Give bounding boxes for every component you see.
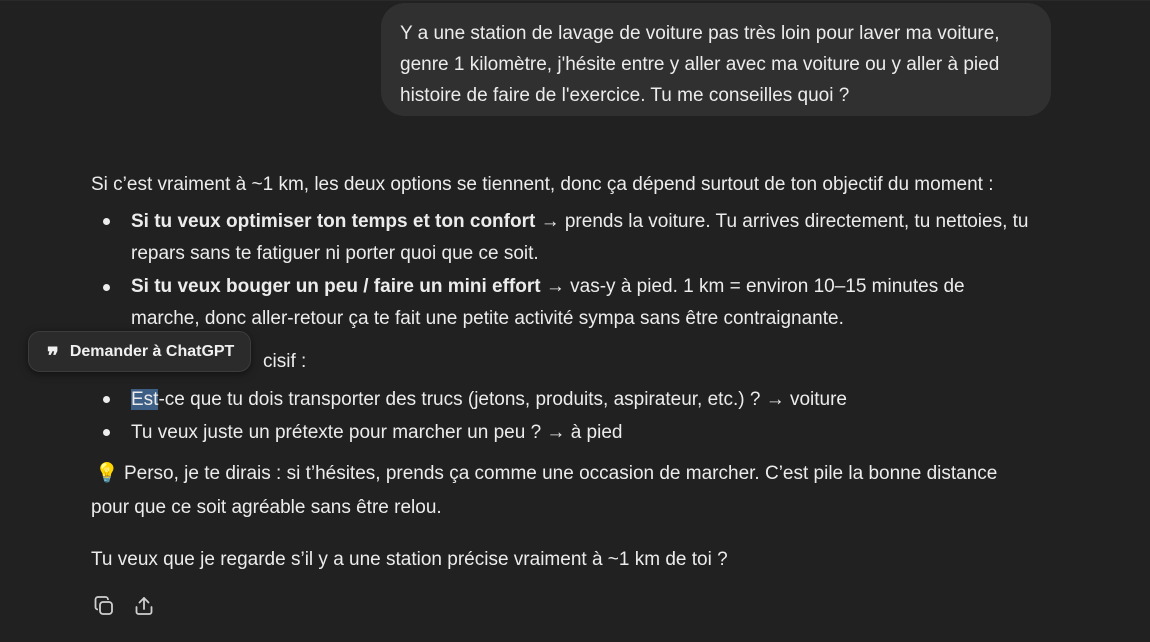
option-bold: Si tu veux optimiser ton temps et ton confort bbox=[131, 211, 536, 232]
copy-button[interactable] bbox=[91, 593, 117, 619]
option-bold: Si tu veux bouger un peu / faire un mini effort bbox=[131, 276, 541, 297]
question-item bbox=[131, 421, 622, 445]
option-item bbox=[131, 206, 1051, 270]
ask-chatgpt-label: Demander à ChatGPT bbox=[69, 342, 235, 360]
bullet-dot bbox=[103, 284, 110, 291]
question-text: -ce que tu dois transporter des trucs (jetons, produits, aspirateur, etc.) ? → voiture bbox=[158, 389, 847, 410]
option-item bbox=[131, 271, 1011, 335]
bullet-dot bbox=[103, 218, 110, 225]
advice-line: pour que ce soit agréable sans être relou. bbox=[91, 497, 442, 518]
followup-question: Tu veux que je regarde s’il y a une station précise vraiment à ~1 km de toi ? bbox=[91, 549, 728, 570]
user-message-line: genre 1 kilomètre, j'hésite entre y aller avec ma voiture ou y aller à pied bbox=[400, 54, 1000, 75]
user-message-bubble bbox=[381, 3, 1051, 116]
question-item bbox=[131, 388, 847, 412]
advice-line bbox=[95, 462, 997, 486]
copy-icon bbox=[93, 595, 115, 617]
ask-chatgpt-button[interactable] bbox=[28, 331, 251, 372]
partial-heading: cisif : bbox=[263, 351, 307, 372]
share-button[interactable] bbox=[131, 593, 157, 619]
share-icon bbox=[133, 595, 155, 617]
bullet-dot bbox=[103, 396, 110, 403]
option-text: → prends la voiture. Tu arrives directement, tu nettoies, tu repars sans te fatiguer ni porter quoi que ce soit. bbox=[131, 211, 1029, 264]
text-selection-highlight[interactable]: Est bbox=[131, 389, 159, 410]
user-message-line: Y a une station de lavage de voiture pas très loin pour laver ma voiture, bbox=[400, 23, 1000, 44]
bullet-dot bbox=[103, 429, 110, 436]
user-message-line: histoire de faire de l'exercice. Tu me conseilles quoi ? bbox=[400, 85, 850, 106]
option-text: → vas-y à pied. 1 km = environ 10–15 minutes de marche, donc aller-retour ça te fait une petite activité sympa sans être contraignante. bbox=[131, 276, 965, 329]
quote-icon: ❞ bbox=[47, 342, 59, 369]
lightbulb-icon: 💡 bbox=[95, 463, 119, 484]
advice-text: Perso, je te dirais : si t’hésites, prends ça comme une occasion de marcher. C’est pile la bonne distance bbox=[118, 463, 998, 484]
assistant-intro: Si c’est vraiment à ~1 km, les deux options se tiennent, donc ça dépend surtout de ton objectif du moment : bbox=[91, 174, 994, 195]
top-divider bbox=[0, 0, 1150, 1]
question-text: Tu veux juste un prétexte pour marcher un peu ? → à pied bbox=[131, 422, 623, 443]
